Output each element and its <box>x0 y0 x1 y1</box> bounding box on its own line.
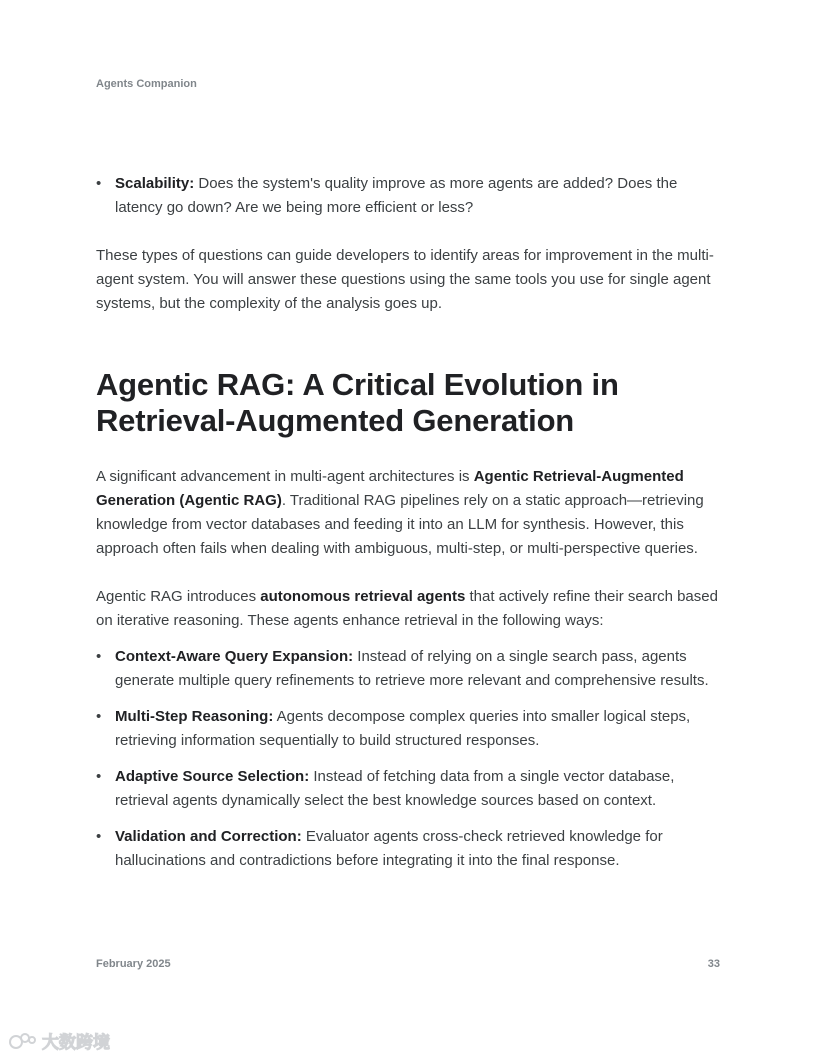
list-item <box>96 825 724 873</box>
paragraph-text: . Traditional RAG pipelines rely on a static approach—retrieving knowledge from vector databases and feeding it into an LLM for synthesis. However, this approach often fails when dealing with ambiguous, multi-step, or multi-perspective queries. <box>96 492 704 557</box>
bullet-text: Does the system's quality improve as more agents are added? Does the latency go down? Are we being more efficient or less? <box>115 175 678 216</box>
bullet-icon: • <box>96 708 102 725</box>
bullet-text: Instead of relying on a single search pass, agents generate multiple query refinements to retrieve more relevant and comprehensive results. <box>115 648 709 689</box>
bullet-text: Instead of fetching data from a single vector database, retrieval agents dynamically select the best knowledge sources based on context. <box>115 768 675 809</box>
rag-intro-paragraph <box>96 465 724 561</box>
bullet-icon: • <box>96 175 102 192</box>
paragraph-bold: autonomous retrieval agents <box>260 588 466 605</box>
bullet-text: Agents decompose complex queries into smaller logical steps, retrieving information sequentially to build structured responses. <box>115 708 691 749</box>
agents-paragraph <box>96 585 724 633</box>
paragraph-bold: Agentic Retrieval-Augmented Generation (Agentic RAG) <box>96 468 684 509</box>
paragraph-text: that actively refine their search based on iterative reasoning. These agents enhance retrieval in the following ways: <box>96 588 718 629</box>
bullet-label: Validation and Correction: <box>115 828 302 845</box>
bullet-label: Context-Aware Query Expansion: <box>115 648 354 665</box>
list-item <box>96 172 724 220</box>
watermark <box>8 1028 110 1053</box>
section-heading: Agentic RAG: A Critical Evolution in Retrieval-Augmented Generation <box>96 367 619 438</box>
watermark-text: 大数跨境 <box>42 1033 110 1053</box>
list-item <box>96 765 724 813</box>
bullet-label: Scalability: <box>115 175 195 192</box>
page-number: 33 <box>707 958 720 970</box>
scalability-list <box>96 172 724 220</box>
retrieval-ways-list <box>96 645 724 873</box>
paragraph-text: Agentic RAG introduces <box>96 588 261 605</box>
intro-paragraph: These types of questions can guide developers to identify areas for improvement in the multi-agent system. You will answer these questions using the same tools you use for single agent systems, but the complexity of the analysis goes up. <box>96 247 714 312</box>
bullet-icon: • <box>96 768 102 785</box>
bullet-icon: • <box>96 648 102 665</box>
list-item <box>96 705 724 753</box>
watermark-logo-icon <box>8 1031 38 1051</box>
page-content <box>96 172 724 873</box>
bullet-text: Evaluator agents cross-check retrieved knowledge for hallucinations and contradictions before integrating it into the final response. <box>115 828 663 869</box>
footer-date: February 2025 <box>96 958 171 970</box>
running-header: Agents Companion <box>96 78 197 90</box>
bullet-label: Adaptive Source Selection: <box>115 768 310 785</box>
bullet-icon: • <box>96 828 102 845</box>
bullet-label: Multi-Step Reasoning: <box>115 708 274 725</box>
list-item <box>96 645 724 693</box>
paragraph-text: A significant advancement in multi-agent architectures is <box>96 468 474 485</box>
